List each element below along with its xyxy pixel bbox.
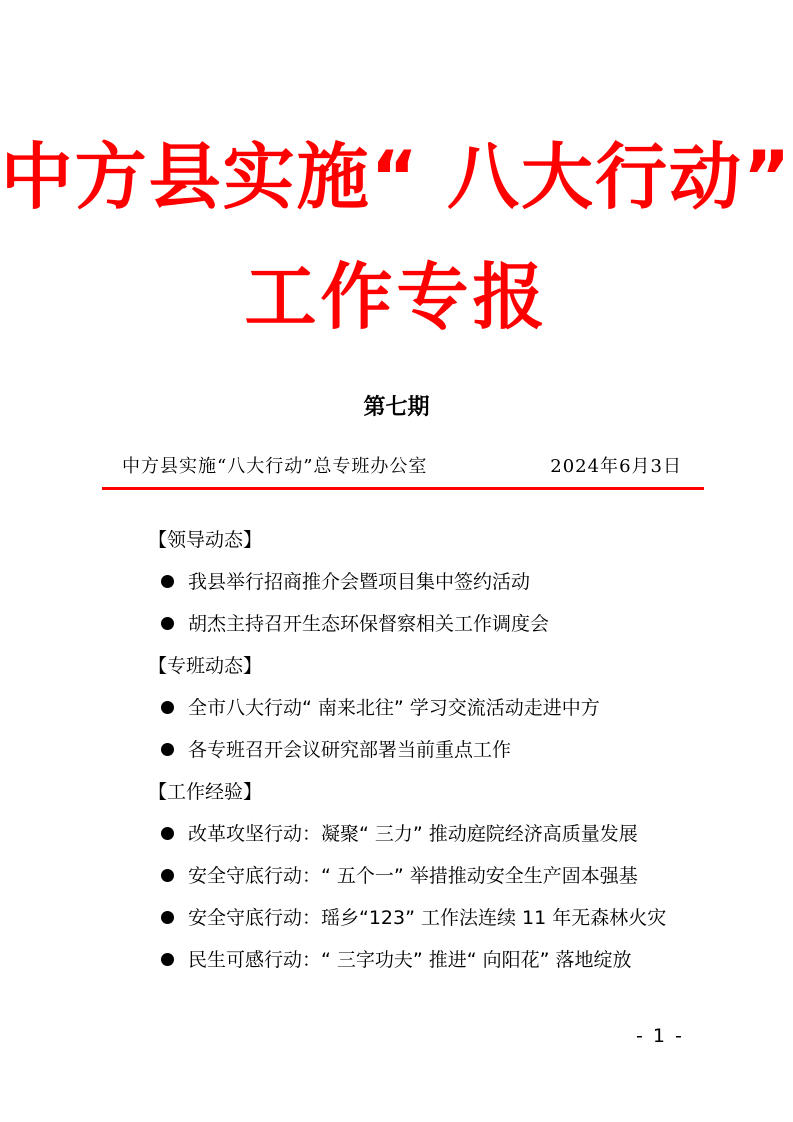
- section-heading-leadership: 【领导动态】: [148, 529, 263, 551]
- section-heading-experience: 【工作经验】: [148, 781, 263, 803]
- masthead: [122, 452, 682, 482]
- list-item: [148, 861, 748, 891]
- list-item: [148, 609, 748, 639]
- list-item: [148, 567, 748, 597]
- bullet-icon: [161, 827, 174, 840]
- list-item-text: 各专班召开会议研究部署当前重点工作: [188, 739, 512, 761]
- bullet-icon: [161, 911, 174, 924]
- section-heading-taskforce: 【专班动态】: [148, 655, 263, 677]
- list-item: [148, 735, 748, 765]
- issuing-organization: 中方县实施“八大行动”总专班办公室: [122, 456, 428, 477]
- page-number: - 1 -: [636, 1025, 684, 1047]
- report-title-line2: 工作专报: [244, 255, 549, 339]
- list-item-text: 民生可感行动：“ 三字功夫” 推进“ 向阳花” 落地绽放: [188, 949, 632, 971]
- list-item: [148, 945, 748, 975]
- bullet-icon: [161, 743, 174, 756]
- list-item: [148, 903, 748, 933]
- list-item-text: 胡杰主持召开生态环保督察相关工作调度会: [188, 613, 550, 635]
- bullet-icon: [161, 575, 174, 588]
- red-divider: [102, 487, 704, 490]
- bullet-icon: [161, 869, 174, 882]
- issue-date: 2024年6月3日: [550, 456, 682, 477]
- list-item-text: 改革攻坚行动：凝聚“ 三力” 推动庭院经济高质量发展: [188, 823, 638, 845]
- list-item-text: 安全守底行动：“ 五个一” 举措推动安全生产固本强基: [188, 865, 638, 887]
- report-title-line1: 中方县实施“ 八大行动”: [0, 135, 793, 219]
- issue-number: 第七期: [363, 395, 430, 420]
- list-item: [148, 819, 748, 849]
- bullet-icon: [161, 953, 174, 966]
- bullet-icon: [161, 617, 174, 630]
- table-of-contents: [148, 525, 748, 987]
- list-item-text: 全市八大行动“ 南来北往” 学习交流活动走进中方: [188, 697, 600, 719]
- list-item-text: 安全守底行动：瑶乡“123” 工作法连续 11 年无森林火灾: [188, 907, 667, 929]
- list-item: [148, 693, 748, 723]
- bullet-icon: [161, 701, 174, 714]
- list-item-text: 我县举行招商推介会暨项目集中签约活动: [188, 571, 531, 593]
